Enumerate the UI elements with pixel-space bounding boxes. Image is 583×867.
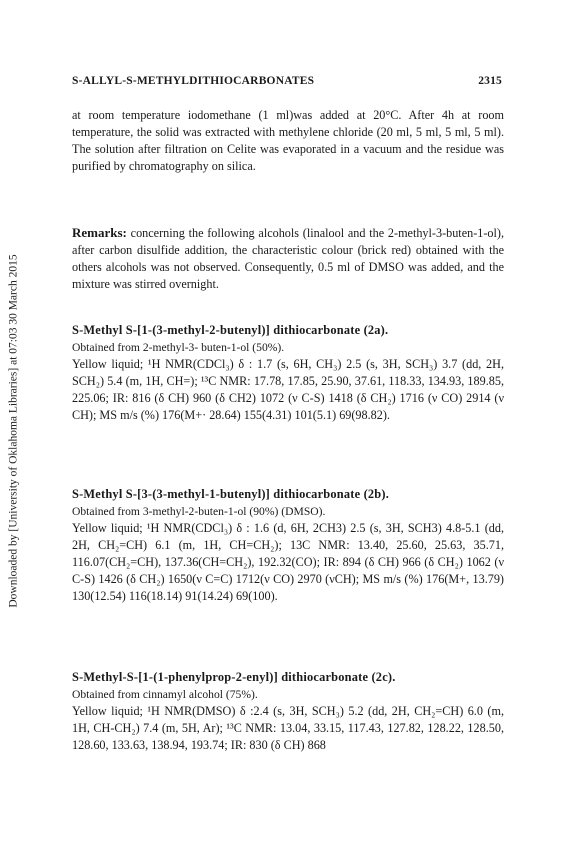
compound-source: Obtained from 2-methyl-3- buten-1-ol (50%). <box>72 341 285 354</box>
remarks-label: Remarks: <box>72 225 127 240</box>
intro-paragraph: at room temperature iodomethane (1 ml)was added at 20°C. After 4h at room temperature, the solid was extracted with methylene chloride (20 ml, 5 ml, 5 ml, 5 ml). The solution after filtration on Celite was evaporated in a vacuum and the residue was purified by chromatography on silica. <box>72 108 504 173</box>
remarks-text: concerning the following alcohols (linalool and the 2-methyl-3-buten-1-ol), after carbon disulfide addition, the characteristic colour (brick red) obtained with the others alcohols was not observed. Consequently, 0.5 ml of DMSO was added, and the mixture was stirred overnight. <box>72 226 504 291</box>
compound-data: Yellow liquid; ¹H NMR(DMSO) δ :2.4 (s, 3H, SCH₃) 5.2 (dd, 2H, CH₂=CH) 6.0 (m, 1H, CH-CH₂) 7.4 (m, 5H, Ar); ¹³C NMR: 13.04, 33.15, 117.43, 127.82, 128.22, 128.50, 128.60, 133.63, 138.94, 193.74; IR: 830 (δ CH) 868 <box>72 704 504 752</box>
compound-2b <box>72 486 504 605</box>
compound-data: Yellow liquid; ¹H NMR(CDCl₃) δ : 1.6 (d, 6H, 2CH3) 2.5 (s, 3H, SCH3) 4.8-5.1 (dd, 2H, CH₂=CH) 6.1 (m, 1H, CH=CH₂); 13C NMR: 13.40, 25.60, 25.63, 35.71, 116.07(CH₂=CH), 137.36(CH=CH₂), 192.32(CO); IR: 894 (δ CH) 966 (δ CH₂) 1062 (ν C-S) 1426 (δ CH₂) 1650(ν C=C) 1712(ν CO) 2970 (νCH); MS m/s (%) 176(M+, 13.79) 130(12.54) 116(18.14) 91(14.24) 69(100). <box>72 521 504 603</box>
compound-data: Yellow liquid; ¹H NMR(CDCl₃) δ : 1.7 (s, 6H, CH₃) 2.5 (s, 3H, SCH₃) 3.7 (dd, 2H, SCH₂) 5.4 (m, 1H, CH=); ¹³C NMR: 17.78, 17.85, 25.90, 37.61, 118.33, 134.93, 189.85, 225.06; IR: 816 (δ CH) 960 (δ CH2) 1072 (ν C-S) 1418 (δ CH₂) 1716 (ν CO) 2914 (ν CH); MS m/s (%) 176(M+· 28.64) 155(4.31) 101(5.1) 69(98.82). <box>72 357 504 422</box>
intro-paragraph-block <box>72 107 504 175</box>
running-header <box>72 75 502 87</box>
compound-title: S-Methyl S-[1-(3-methyl-2-butenyl)] dithiocarbonate (2a). <box>72 323 389 337</box>
compound-source: Obtained from cinnamyl alcohol (75%). <box>72 688 258 701</box>
compound-source: Obtained from 3-methyl-2-buten-1-ol (90%) (DMSO). <box>72 505 326 518</box>
page-number: 2315 <box>478 75 502 87</box>
compound-title: S-Methyl-S-[1-(1-phenylprop-2-enyl)] dithiocarbonate (2c). <box>72 670 396 684</box>
compound-2a <box>72 322 504 424</box>
running-title: S-ALLYL-S-METHYLDITHIOCARBONATES <box>72 75 315 87</box>
remarks-paragraph <box>72 224 504 293</box>
compound-title: S-Methyl S-[3-(3-methyl-1-butenyl)] dithiocarbonate (2b). <box>72 487 390 501</box>
download-watermark: Downloaded by [University of Oklahoma Libraries] at 07:03 30 March 2015 <box>7 254 20 608</box>
remarks-block <box>72 224 504 293</box>
compound-2c <box>72 669 504 754</box>
